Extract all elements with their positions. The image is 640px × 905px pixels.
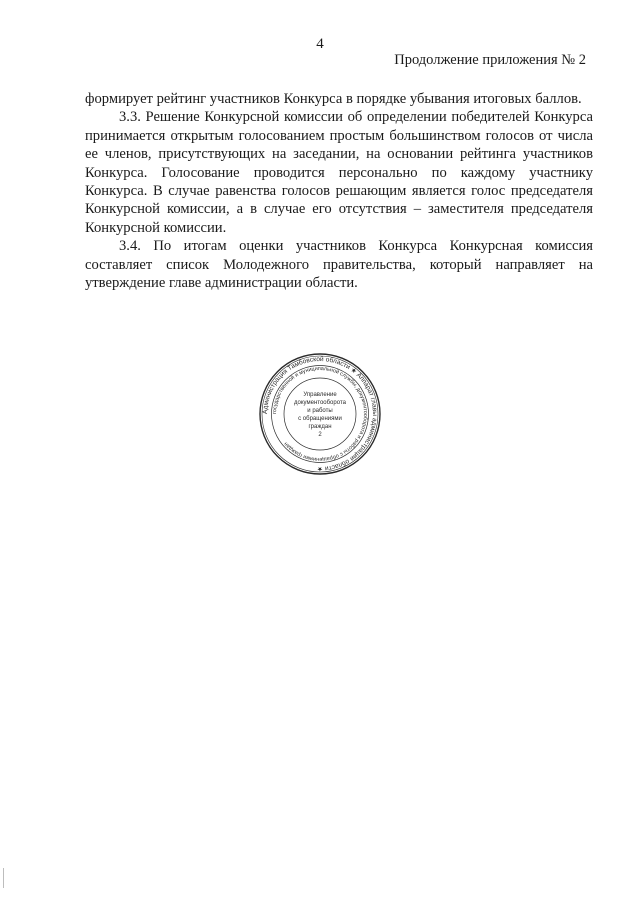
seal-center-line: граждан bbox=[308, 424, 332, 430]
appendix-header: Продолжение приложения № 2 bbox=[394, 52, 586, 68]
seal-outer-text: Администрация Тамбовской области ★ Аппарат главы администрации области ★ bbox=[261, 355, 379, 473]
seal-center-line: с обращениями bbox=[298, 416, 342, 422]
official-seal bbox=[258, 352, 382, 476]
paragraph-3-3: 3.3. Решение Конкурсной комиссии об определении победителей Конкурса принимается открытым голосованием простым большинством голосов от числа ее членов, присутствующих на заседании, на основании рейтинга участников Конкурса. Голосование проводится персонально по каждому участнику Конкурса. В случае равенства голосов решающим является голос председателя Конкурсной комиссии, а в случае его отсутствия – заместителя председателя Конкурсной комиссии. bbox=[85, 109, 593, 236]
seal-inner-text: государственной и муниципальной службы, документооборота и работы с обращениями граждан bbox=[271, 365, 369, 463]
seal-center-line: Управление bbox=[303, 392, 337, 398]
paragraph-3-4: 3.4. По итогам оценки участников Конкурса Конкурсная комиссия составляет список Молодежного правительства, который направляет на утверждение главе администрации области. bbox=[85, 238, 593, 292]
scan-edge-mark bbox=[3, 868, 4, 888]
page-number: 4 bbox=[316, 36, 324, 52]
seal-center-line: и работы bbox=[307, 408, 333, 414]
paragraph-continuation: формирует рейтинг участников Конкурса в порядке убывания итоговых баллов. bbox=[85, 91, 582, 107]
seal-center-line: 2 bbox=[318, 432, 322, 438]
seal-icon bbox=[258, 352, 382, 476]
document-body bbox=[85, 90, 593, 292]
seal-center-line: документооборота bbox=[294, 400, 346, 406]
